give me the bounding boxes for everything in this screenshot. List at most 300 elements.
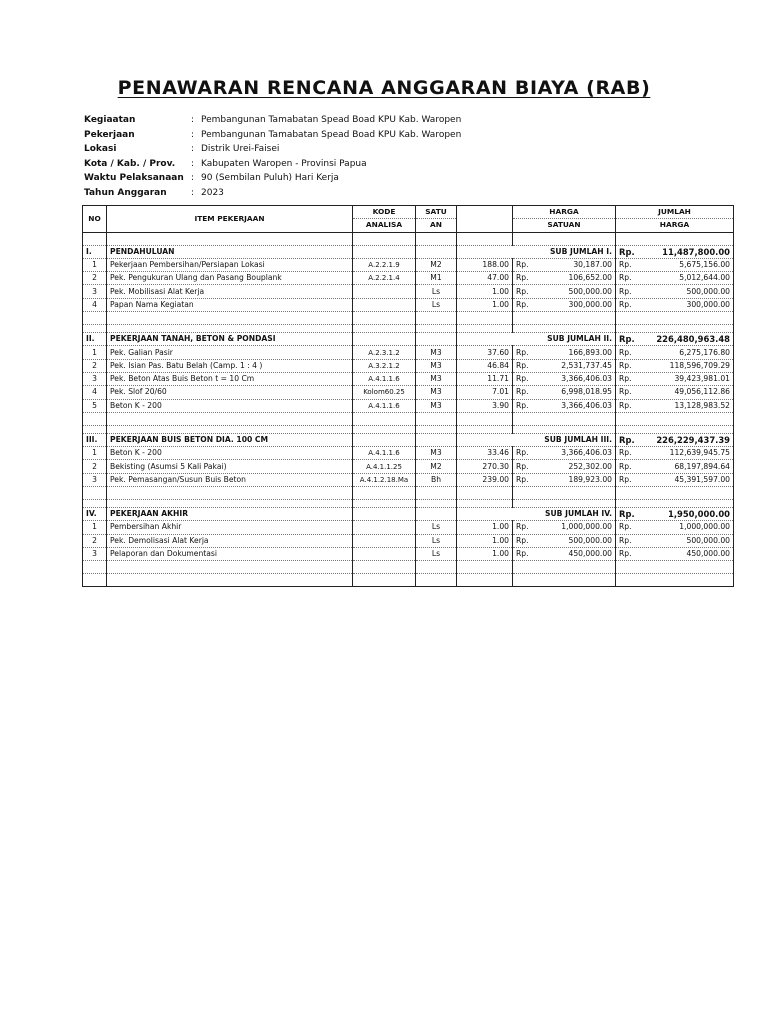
currency-label: Rp. xyxy=(619,461,632,471)
currency-label: Rp. xyxy=(516,387,529,397)
analysis-code xyxy=(353,298,416,311)
item-number: 3 xyxy=(83,547,107,560)
empty-cell xyxy=(513,412,616,425)
analysis-code: A.4.1.1.6 xyxy=(353,447,416,460)
unit-price-value: 3,366,406.03 xyxy=(561,374,612,384)
total-price xyxy=(616,298,734,311)
item-name: Pembersihan Akhir xyxy=(107,521,353,534)
info-value: Pembangunan Tamabatan Spead Boad KPU Kab. Waropen xyxy=(201,129,462,140)
analysis-code xyxy=(353,534,416,547)
quantity: 37.60 xyxy=(457,346,513,359)
quantity: 46.84 xyxy=(457,359,513,372)
empty-cell xyxy=(513,325,616,333)
item-name: Pek. Isian Pas. Batu Belah (Camp. 1 : 4 ) xyxy=(107,359,353,372)
currency-label: Rp. xyxy=(516,273,529,283)
empty-cell xyxy=(83,561,107,574)
quantity: 7.01 xyxy=(457,386,513,399)
info-label: Tahun Anggaran xyxy=(84,187,167,198)
total-price-value: 45,391,597.00 xyxy=(674,474,730,484)
total-price-value: 39,423,981.01 xyxy=(674,374,730,384)
subtotal xyxy=(616,508,734,521)
quantity: 239.00 xyxy=(457,473,513,486)
header-price-2: SATUAN xyxy=(513,219,616,232)
spacer-row xyxy=(83,574,734,587)
unit-price-value: 3,366,406.03 xyxy=(561,400,612,410)
item-number: 2 xyxy=(83,534,107,547)
empty-cell xyxy=(83,312,107,325)
subtotal-value: 11,487,800.00 xyxy=(662,246,730,257)
header-qty xyxy=(457,206,513,233)
section-title: PEKERJAAN TANAH, BETON & PONDASI xyxy=(107,333,353,346)
total-price-value: 450,000.00 xyxy=(686,549,730,559)
info-label: Pekerjaan xyxy=(84,129,135,140)
table-row xyxy=(83,473,734,486)
analysis-code: A.4.1.1.25 xyxy=(353,460,416,473)
unit: M3 xyxy=(416,447,457,460)
empty-cell xyxy=(457,232,513,245)
empty-cell xyxy=(513,561,616,574)
empty-cell xyxy=(83,487,107,500)
header-unit-1: SATU xyxy=(416,206,457,219)
unit-price xyxy=(513,521,616,534)
total-price-value: 13,128,983.52 xyxy=(674,400,730,410)
subtotal-value: 1,950,000.00 xyxy=(668,509,730,520)
quantity: 47.00 xyxy=(457,272,513,285)
quantity: 1.00 xyxy=(457,547,513,560)
empty-cell xyxy=(353,312,416,325)
analysis-code: A.4.1.1.6 xyxy=(353,399,416,412)
unit-price-value: 3,366,406.03 xyxy=(561,448,612,458)
section-row xyxy=(83,508,734,521)
item-name: Pekerjaan Pembersihan/Persiapan Lokasi xyxy=(107,258,353,271)
empty-cell xyxy=(107,312,353,325)
total-price xyxy=(616,447,734,460)
currency-label: Rp. xyxy=(516,535,529,545)
unit-price xyxy=(513,372,616,385)
unit-price xyxy=(513,473,616,486)
empty-cell xyxy=(416,333,457,346)
unit: Bh xyxy=(416,473,457,486)
table-row xyxy=(83,272,734,285)
analysis-code: Kolom60.25 xyxy=(353,386,416,399)
section-row xyxy=(83,245,734,258)
info-label: Kegiaatan xyxy=(84,115,136,126)
item-number: 4 xyxy=(83,386,107,399)
currency-label: Rp. xyxy=(619,448,632,458)
item-name: Pek. Demolisasi Alat Kerja xyxy=(107,534,353,547)
empty-cell xyxy=(616,487,734,500)
empty-cell xyxy=(513,312,616,325)
table-row xyxy=(83,447,734,460)
unit-price-value: 30,187.00 xyxy=(573,260,612,270)
total-price-value: 6,275,176.80 xyxy=(679,347,730,357)
info-row xyxy=(84,171,461,186)
empty-cell xyxy=(416,561,457,574)
empty-cell xyxy=(616,425,734,433)
empty-cell xyxy=(353,574,416,587)
empty-cell xyxy=(616,574,734,587)
empty-cell xyxy=(83,500,107,508)
empty-cell xyxy=(416,500,457,508)
empty-cell xyxy=(83,412,107,425)
header-total-2: HARGA xyxy=(616,219,734,232)
unit-price xyxy=(513,346,616,359)
empty-cell xyxy=(353,425,416,433)
currency-label: Rp. xyxy=(619,474,632,484)
table-row xyxy=(83,285,734,298)
empty-cell xyxy=(353,245,416,258)
subtotal xyxy=(616,245,734,258)
table-row xyxy=(83,386,734,399)
item-name: Beton K - 200 xyxy=(107,447,353,460)
empty-cell xyxy=(416,325,457,333)
currency-label: Rp. xyxy=(516,522,529,532)
item-name: Papan Nama Kegiatan xyxy=(107,298,353,311)
item-name: Pelaporan dan Dokumentasi xyxy=(107,547,353,560)
analysis-code: A.2.2.1.9 xyxy=(353,258,416,271)
empty-cell xyxy=(83,425,107,433)
empty-cell xyxy=(353,500,416,508)
info-row xyxy=(84,113,461,128)
unit-price xyxy=(513,399,616,412)
table-row xyxy=(83,359,734,372)
currency-label: Rp. xyxy=(619,360,632,370)
unit-price xyxy=(513,534,616,547)
unit-price-value: 106,652.00 xyxy=(568,273,612,283)
info-colon: : xyxy=(191,173,195,184)
document-title: PENAWARAN RENCANA ANGGARAN BIAYA (RAB) xyxy=(117,77,651,99)
empty-cell xyxy=(353,412,416,425)
info-row xyxy=(84,186,461,201)
item-name: Pek. Pengukuran Ulang dan Pasang Bouplank xyxy=(107,272,353,285)
info-colon: : xyxy=(191,144,195,155)
empty-cell xyxy=(107,500,353,508)
item-name: Pek. Slof 20/60 xyxy=(107,386,353,399)
item-number: 2 xyxy=(83,272,107,285)
empty-cell xyxy=(353,325,416,333)
analysis-code xyxy=(353,285,416,298)
info-value: Distrik Urei-Faisei xyxy=(201,144,280,155)
header-unit-2: AN xyxy=(416,219,457,232)
empty-cell xyxy=(416,425,457,433)
total-price-value: 500,000.00 xyxy=(686,535,730,545)
unit-price-value: 189,923.00 xyxy=(568,474,612,484)
empty-cell xyxy=(83,232,107,245)
currency-label: Rp. xyxy=(619,387,632,397)
analysis-code: A.2.2.1.4 xyxy=(353,272,416,285)
total-price xyxy=(616,272,734,285)
info-row xyxy=(84,128,461,143)
unit-price xyxy=(513,447,616,460)
subtotal xyxy=(616,433,734,446)
currency-label: Rp. xyxy=(516,549,529,559)
currency-label: Rp. xyxy=(516,286,529,296)
unit-price-value: 450,000.00 xyxy=(568,549,612,559)
unit-price-value: 500,000.00 xyxy=(568,535,612,545)
analysis-code xyxy=(353,521,416,534)
currency-label: Rp. xyxy=(619,522,632,532)
currency-label: Rp. xyxy=(619,347,632,357)
unit-price-value: 500,000.00 xyxy=(568,286,612,296)
empty-cell xyxy=(83,574,107,587)
spacer-row xyxy=(83,232,734,245)
unit: M3 xyxy=(416,386,457,399)
currency-label: Rp. xyxy=(516,299,529,309)
empty-cell xyxy=(616,325,734,333)
unit-price-value: 2,531,737.45 xyxy=(561,360,612,370)
spacer-row xyxy=(83,561,734,574)
empty-cell xyxy=(457,425,513,433)
table-header xyxy=(83,206,734,233)
info-value: Kabupaten Waropen - Provinsi Papua xyxy=(201,158,367,169)
table-row xyxy=(83,547,734,560)
empty-cell xyxy=(457,412,513,425)
empty-cell xyxy=(107,487,353,500)
currency-label: Rp. xyxy=(516,347,529,357)
item-name: Pek. Beton Atas Buis Beton t = 10 Cm xyxy=(107,372,353,385)
total-price xyxy=(616,386,734,399)
subtotal-label: SUB JUMLAH II. xyxy=(457,333,616,346)
unit: M3 xyxy=(416,346,457,359)
empty-cell xyxy=(353,561,416,574)
total-price xyxy=(616,372,734,385)
total-price-value: 68,197,894.64 xyxy=(674,461,730,471)
spacer-row xyxy=(83,425,734,433)
item-number: 1 xyxy=(83,346,107,359)
empty-cell xyxy=(107,425,353,433)
empty-cell xyxy=(416,487,457,500)
empty-cell xyxy=(107,561,353,574)
empty-cell xyxy=(513,487,616,500)
subtotal xyxy=(616,333,734,346)
header-no: NO xyxy=(83,206,107,233)
total-price-value: 5,012,644.00 xyxy=(679,273,730,283)
subtotal-label: SUB JUMLAH IV. xyxy=(457,508,616,521)
empty-cell xyxy=(616,412,734,425)
empty-cell xyxy=(616,500,734,508)
table-row xyxy=(83,372,734,385)
table-row xyxy=(83,298,734,311)
currency-label: Rp. xyxy=(619,435,635,445)
total-price xyxy=(616,534,734,547)
item-number: 1 xyxy=(83,521,107,534)
item-number: 1 xyxy=(83,447,107,460)
empty-cell xyxy=(107,232,353,245)
quantity: 3.90 xyxy=(457,399,513,412)
empty-cell xyxy=(457,312,513,325)
empty-cell xyxy=(457,500,513,508)
subtotal-value: 226,229,437.39 xyxy=(656,435,730,445)
section-title: PEKERJAAN AKHIR xyxy=(107,508,353,521)
quantity: 1.00 xyxy=(457,521,513,534)
total-price xyxy=(616,521,734,534)
item-number: 2 xyxy=(83,359,107,372)
total-price-value: 300,000.00 xyxy=(686,299,730,309)
item-name: Pek. Pemasangan/Susun Buis Beton xyxy=(107,473,353,486)
section-row xyxy=(83,433,734,446)
total-price xyxy=(616,473,734,486)
table-row xyxy=(83,346,734,359)
currency-label: Rp. xyxy=(619,400,632,410)
total-price-value: 1,000,000.00 xyxy=(679,522,730,532)
currency-label: Rp. xyxy=(516,374,529,384)
unit: M3 xyxy=(416,399,457,412)
table-row xyxy=(83,258,734,271)
item-number: 1 xyxy=(83,258,107,271)
empty-cell xyxy=(416,245,457,258)
analysis-code: A.3.2.1.2 xyxy=(353,359,416,372)
info-value: Pembangunan Tamabatan Spead Boad KPU Kab. Waropen xyxy=(201,115,462,126)
currency-label: Rp. xyxy=(516,448,529,458)
unit-price xyxy=(513,272,616,285)
header-item: ITEM PEKERJAAN xyxy=(107,206,353,233)
unit-price xyxy=(513,460,616,473)
info-colon: : xyxy=(191,158,195,169)
unit-price-value: 300,000.00 xyxy=(568,299,612,309)
unit: M3 xyxy=(416,372,457,385)
unit-price-value: 166,893.00 xyxy=(568,347,612,357)
section-number: IV. xyxy=(83,508,107,521)
section-title: PEKERJAAN BUIS BETON DIA. 100 CM xyxy=(107,433,353,446)
info-label: Lokasi xyxy=(84,144,117,155)
unit-price xyxy=(513,386,616,399)
section-number: II. xyxy=(83,333,107,346)
currency-label: Rp. xyxy=(619,299,632,309)
section-row xyxy=(83,333,734,346)
header-code-1: KODE xyxy=(353,206,416,219)
total-price-value: 112,639,945.75 xyxy=(669,448,730,458)
section-number: I. xyxy=(83,245,107,258)
spacer-row xyxy=(83,487,734,500)
currency-label: Rp. xyxy=(516,260,529,270)
unit: M2 xyxy=(416,460,457,473)
empty-cell xyxy=(513,574,616,587)
section-number: III. xyxy=(83,433,107,446)
item-number: 2 xyxy=(83,460,107,473)
info-colon: : xyxy=(191,115,195,126)
empty-cell xyxy=(353,508,416,521)
empty-cell xyxy=(416,412,457,425)
subtotal-label: SUB JUMLAH I. xyxy=(457,245,616,258)
empty-cell xyxy=(416,433,457,446)
currency-label: Rp. xyxy=(619,260,632,270)
total-price xyxy=(616,399,734,412)
empty-cell xyxy=(457,325,513,333)
project-info xyxy=(84,113,461,200)
empty-cell xyxy=(416,508,457,521)
rab-table xyxy=(82,205,734,587)
unit-price xyxy=(513,285,616,298)
table-row xyxy=(83,399,734,412)
item-number: 3 xyxy=(83,372,107,385)
empty-cell xyxy=(107,412,353,425)
info-label: Kota / Kab. / Prov. xyxy=(84,158,176,169)
quantity: 188.00 xyxy=(457,258,513,271)
empty-cell xyxy=(513,500,616,508)
table-row xyxy=(83,534,734,547)
item-number: 3 xyxy=(83,473,107,486)
empty-cell xyxy=(353,433,416,446)
quantity: 1.00 xyxy=(457,298,513,311)
info-colon: : xyxy=(191,129,195,140)
unit: Ls xyxy=(416,521,457,534)
currency-label: Rp. xyxy=(619,535,632,545)
item-name: Bekisting (Asumsi 5 Kali Pakai) xyxy=(107,460,353,473)
header-code-2: ANALISA xyxy=(353,219,416,232)
info-label: Waktu Pelaksanaan xyxy=(84,173,184,184)
empty-cell xyxy=(353,333,416,346)
quantity: 1.00 xyxy=(457,534,513,547)
empty-cell xyxy=(107,574,353,587)
empty-cell xyxy=(457,487,513,500)
spacer-row xyxy=(83,412,734,425)
empty-cell xyxy=(416,574,457,587)
subtotal-value: 226,480,963.48 xyxy=(656,334,730,345)
empty-cell xyxy=(457,561,513,574)
item-name: Pek. Galian Pasir xyxy=(107,346,353,359)
header-price-1: HARGA xyxy=(513,206,616,219)
item-number: 4 xyxy=(83,298,107,311)
quantity: 1.00 xyxy=(457,285,513,298)
analysis-code: A.4.1.2.18.Ma xyxy=(353,473,416,486)
currency-label: Rp. xyxy=(619,246,635,257)
table-row xyxy=(83,460,734,473)
table-body xyxy=(83,232,734,587)
spacer-row xyxy=(83,312,734,325)
unit-price xyxy=(513,258,616,271)
analysis-code: A.4.1.1.6 xyxy=(353,372,416,385)
unit-price xyxy=(513,359,616,372)
unit: M1 xyxy=(416,272,457,285)
unit: Ls xyxy=(416,547,457,560)
empty-cell xyxy=(457,574,513,587)
currency-label: Rp. xyxy=(516,400,529,410)
total-price xyxy=(616,547,734,560)
info-value: 2023 xyxy=(201,187,224,198)
unit-price xyxy=(513,298,616,311)
subtotal-label: SUB JUMLAH III. xyxy=(457,433,616,446)
empty-cell xyxy=(107,325,353,333)
item-number: 3 xyxy=(83,285,107,298)
total-price xyxy=(616,285,734,298)
unit: M2 xyxy=(416,258,457,271)
total-price xyxy=(616,460,734,473)
empty-cell xyxy=(353,232,416,245)
total-price xyxy=(616,346,734,359)
analysis-code xyxy=(353,547,416,560)
empty-cell xyxy=(416,232,457,245)
total-price xyxy=(616,258,734,271)
currency-label: Rp. xyxy=(619,509,635,520)
total-price xyxy=(616,359,734,372)
info-row xyxy=(84,142,461,157)
item-name: Beton K - 200 xyxy=(107,399,353,412)
info-row xyxy=(84,157,461,172)
total-price-value: 49,056,112.86 xyxy=(674,387,730,397)
empty-cell xyxy=(513,232,616,245)
unit: Ls xyxy=(416,285,457,298)
currency-label: Rp. xyxy=(619,273,632,283)
info-value: 90 (Sembilan Puluh) Hari Kerja xyxy=(201,173,339,184)
currency-label: Rp. xyxy=(516,474,529,484)
empty-cell xyxy=(83,325,107,333)
unit: Ls xyxy=(416,534,457,547)
empty-cell xyxy=(616,312,734,325)
quantity: 270.30 xyxy=(457,460,513,473)
item-name: Pek. Mobilisasi Alat Kerja xyxy=(107,285,353,298)
empty-cell xyxy=(353,487,416,500)
currency-label: Rp. xyxy=(619,549,632,559)
